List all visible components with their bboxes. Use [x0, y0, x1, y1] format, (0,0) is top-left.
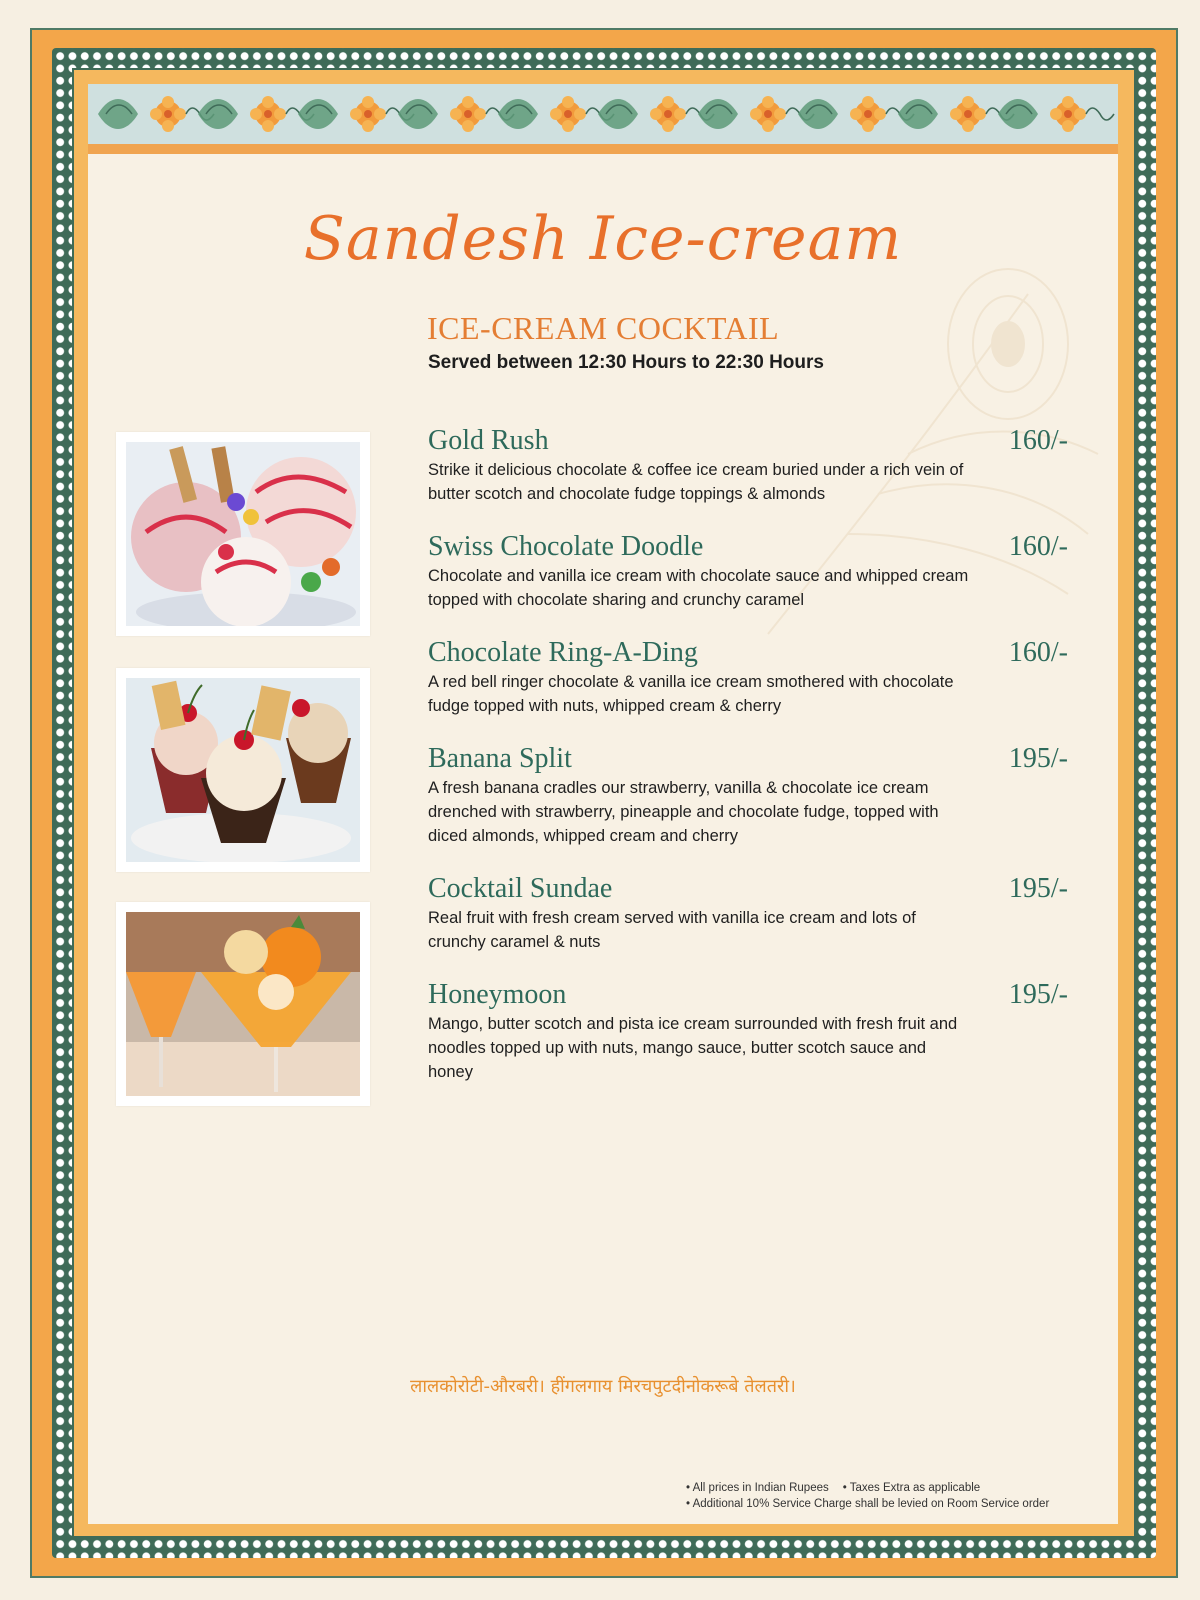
hindi-tagline: लालकोरोटी-औरबरी। हींगलगाय मिरचपुटदीनोकरूबे तेलतरी।: [410, 1376, 796, 1397]
menu-item: [428, 530, 1068, 612]
footer-notes: [686, 1480, 1049, 1512]
menu-item: [428, 872, 1068, 954]
item-name: Banana Split: [428, 743, 572, 774]
ice-cream-scoops-icon: [126, 442, 360, 626]
mango-cocktail-glasses-photo: [116, 902, 370, 1106]
note-prices: • All prices in Indian Rupees: [686, 1482, 829, 1494]
item-description: Strike it delicious chocolate & coffee ice cream buried under a rich vein of butter scotch and chocolate fudge toppings & almonds: [428, 461, 964, 503]
item-description: Mango, butter scotch and pista ice cream surrounded with fresh fruit and noodles topped up with nuts, mango sauce, butter scotch sauce and honey: [428, 1015, 958, 1081]
section-title: ICE-CREAM COCKTAIL: [427, 310, 780, 346]
mango-cocktail-icon: [126, 912, 360, 1096]
floral-border-band: [88, 84, 1118, 154]
item-name: Chocolate Ring-A-Ding: [428, 637, 698, 668]
item-price: 160/-: [1008, 531, 1068, 562]
item-description: Chocolate and vanilla ice cream with chocolate sauce and whipped cream topped with chocolate sharing and crunchy caramel: [428, 567, 969, 609]
cherry-sundae-icon: [126, 678, 360, 862]
item-name: Honeymoon: [428, 979, 567, 1010]
menu-item: [428, 742, 1068, 848]
menu-item: [428, 978, 1068, 1084]
item-price: 160/-: [1008, 637, 1068, 668]
sundae-scoops-photo: [116, 432, 370, 636]
item-price: 160/-: [1008, 425, 1068, 456]
note-service-charge: • Additional 10% Service Charge shall be levied on Room Service order: [686, 1498, 1050, 1510]
floral-pattern-icon: [88, 84, 1118, 144]
menu-items-list: [428, 424, 1068, 1108]
menu-panel: [88, 84, 1118, 1524]
served-hours: Served between 12:30 Hours to 22:30 Hours: [428, 352, 824, 373]
item-price: 195/-: [1008, 743, 1068, 774]
menu-item: [428, 424, 1068, 506]
cherry-sundae-cups-photo: [116, 668, 370, 872]
item-description: Real fruit with fresh cream served with vanilla ice cream and lots of crunchy caramel & nuts: [428, 909, 916, 951]
item-name: Swiss Chocolate Doodle: [428, 531, 704, 562]
item-price: 195/-: [1008, 873, 1068, 904]
item-name: Gold Rush: [428, 425, 549, 456]
item-description: A fresh banana cradles our strawberry, vanilla & chocolate ice cream drenched with strawberry, pineapple and chocolate fudge, topped with diced almonds, whipped cream and cherry: [428, 779, 939, 845]
note-row: [686, 1480, 1049, 1496]
item-price: 195/-: [1008, 979, 1068, 1010]
menu-item: [428, 636, 1068, 718]
item-name: Cocktail Sundae: [428, 873, 613, 904]
menu-title: Sandesh Ice-cream: [303, 204, 903, 274]
item-description: A red bell ringer chocolate & vanilla ice cream smothered with chocolate fudge topped with nuts, whipped cream & cherry: [428, 673, 954, 715]
note-taxes: • Taxes Extra as applicable: [842, 1482, 981, 1494]
